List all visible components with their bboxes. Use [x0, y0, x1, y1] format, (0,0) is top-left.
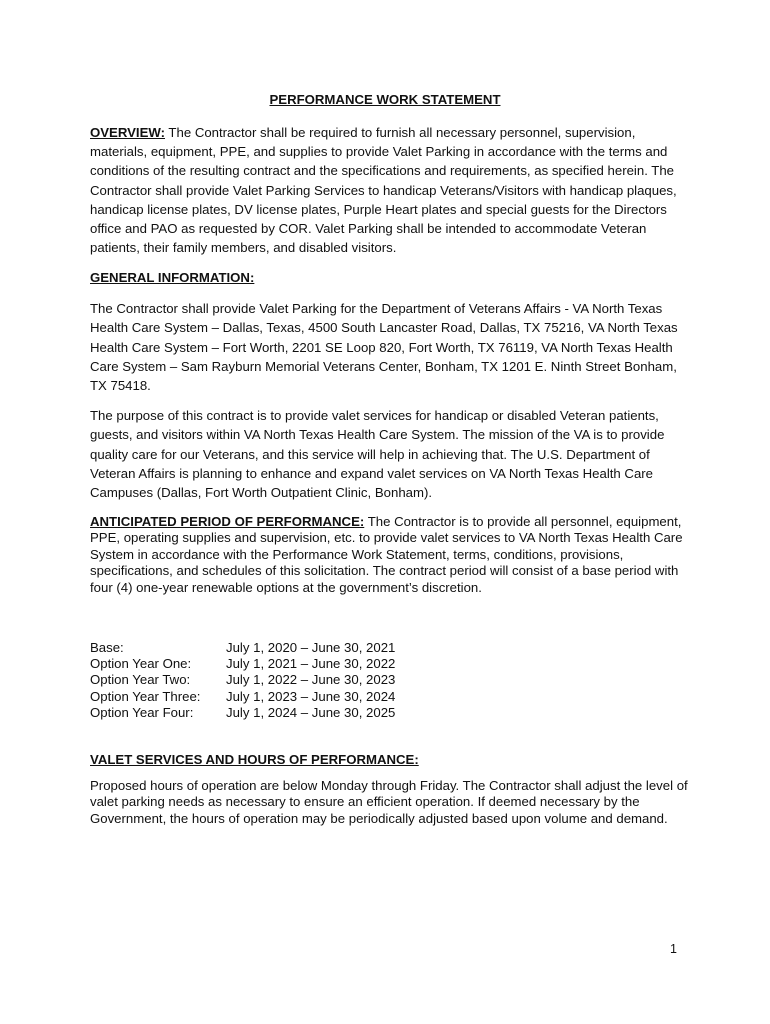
page-number: 1: [670, 942, 677, 956]
schedule-label: Option Year Four:: [90, 704, 194, 720]
schedule-label: Option Year Two:: [90, 672, 191, 688]
schedule-row: [90, 672, 395, 688]
general-information-heading: [90, 268, 690, 287]
schedule-row: [90, 656, 395, 672]
schedule-period: July 1, 2021 – June 30, 2022: [226, 656, 396, 672]
schedule-label: Base:: [90, 640, 124, 655]
valet-services-heading-text: VALET SERVICES AND HOURS OF PERFORMANCE:: [90, 752, 419, 767]
schedule-period: July 1, 2024 – June 30, 2025: [226, 704, 396, 720]
performance-schedule: [90, 640, 395, 721]
overview-paragraph: [90, 123, 690, 257]
schedule-period: July 1, 2022 – June 30, 2023: [226, 672, 396, 688]
overview-heading: OVERVIEW:: [90, 125, 165, 140]
anticipated-period-paragraph: [90, 514, 690, 596]
overview-text: The Contractor shall be required to furnish all necessary personnel, supervision, materials, equipment, PPE, and supplies to provide Valet Parking in accordance with the terms and conditions of the resulting contract and the specifications and requirements, as specified herein. The Contractor shall provide Valet Parking Services to handicap Veterans/Visitors with handicap plaques, handicap license plates, DV license plates, Purple Heart plates and special guests for the Directors office and PAO as requested by COR. Valet Parking shall be intended to accommodate Veteran patients, their family members, and disabled visitors.: [90, 125, 677, 256]
schedule-label: Option Year One:: [90, 656, 192, 672]
anticipated-period-text: The Contractor is to provide all personnel, equipment, PPE, operating supplies and supervision, etc. to provide valet services to VA North Texas Health Care System in accordance with the Performance Work Statement, terms, conditions, provisions, specifications, and schedules of this solicitation. The contract period will consist of a base period with four (4) one-year renewable options at the government’s discretion.: [90, 514, 683, 595]
schedule-period: July 1, 2023 – June 30, 2024: [226, 688, 396, 704]
schedule-label: Option Year Three:: [90, 688, 201, 704]
valet-services-heading: [90, 750, 690, 769]
general-information-paragraph-2: The purpose of this contract is to provide valet services for handicap or disabled Veteran patients, guests, and visitors within VA North Texas Health Care System. The mission of the VA is to provide quality care for our Veterans, and this service will help in achieving that. The U.S. Department of Veteran Affairs is planning to enhance and expand valet services on VA North Texas Health Care Campuses (Dallas, Fort Worth Outpatient Clinic, Bonham).: [90, 408, 665, 501]
general-information-paragraph-1: The Contractor shall provide Valet Parking for the Department of Veterans Affairs - VA North Texas Health Care System – Dallas, Texas, 4500 South Lancaster Road, Dallas, TX 75216, VA North Texas Health Care System – Fort Worth, 2201 SE Loop 820, Fort Worth, TX 76119, VA North Texas Health Care System – Sam Rayburn Memorial Veterans Center, Bonham, TX 1201 E. Ninth Street Bonham, TX 75418.: [90, 301, 678, 394]
schedule-row: [90, 640, 395, 656]
general-information-heading-text: GENERAL INFORMATION:: [90, 270, 255, 285]
schedule-row: [90, 689, 395, 705]
schedule-period: July 1, 2020 – June 30, 2021: [226, 640, 396, 655]
document-title: PERFORMANCE WORK STATEMENT: [269, 92, 501, 107]
anticipated-period-heading: ANTICIPATED PERIOD OF PERFORMANCE:: [90, 514, 365, 529]
schedule-row: [90, 705, 395, 721]
valet-services-paragraph: Proposed hours of operation are below Monday through Friday. The Contractor shall adjust the level of valet parking needs as necessary to ensure an efficient operation. If deemed necessary by the Government, the hours of operation may be periodically adjusted based upon volume and demand.: [90, 778, 688, 826]
